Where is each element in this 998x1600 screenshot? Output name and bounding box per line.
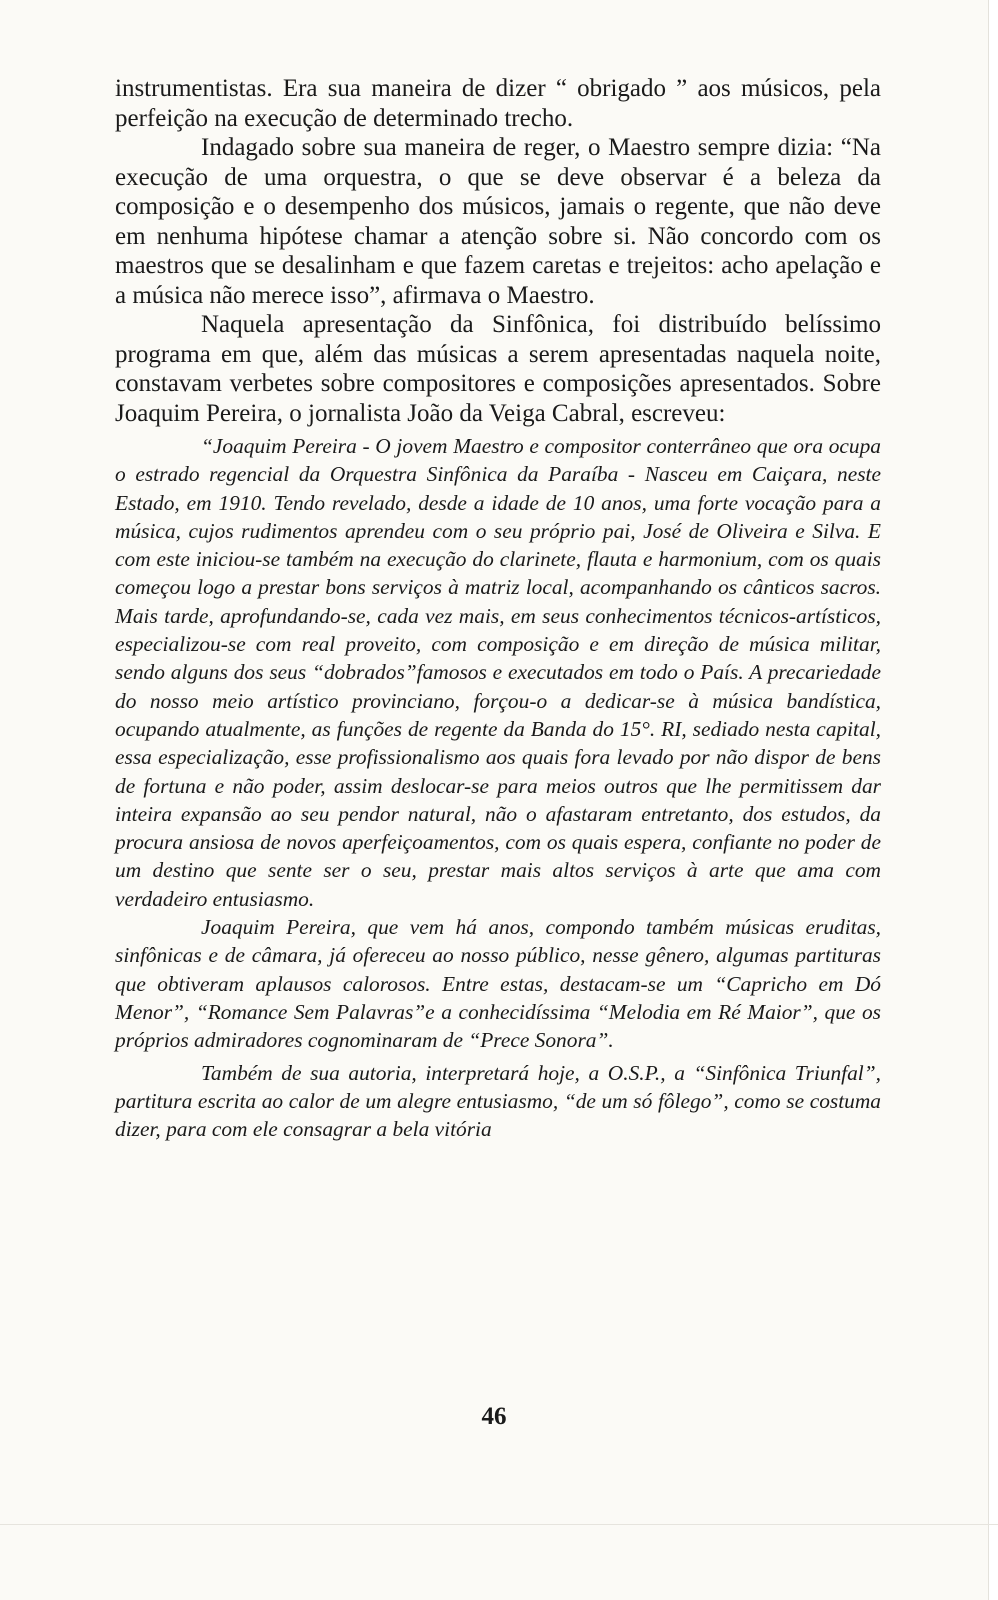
- quote-paragraph-sinfonica-triunfal: Também de sua autoria, interpretará hoje, a O.S.P., a “Sinfônica Triunfal”, partitura escrita ao calor de um alegre entusiasmo, “de um só fôlego”, como se costuma dizer, para com ele consagrar a bela vitória: [115, 1060, 881, 1142]
- page-body: [115, 74, 881, 1143]
- paragraph-instrumentistas: instrumentistas. Era sua maneira de dizer “ obrigado ” aos músicos, pela perfeição na execução de determinado trecho.: [115, 75, 881, 132]
- quote-paragraph-compositions: Joaquim Pereira, que vem há anos, compondo também músicas eruditas, sinfônicas e de câmara, já ofereceu ao nosso público, nesse gênero, algumas partituras que obtiveram aplausos calorosos. Entre estas, destacam-se um “Capricho em Dó Menor”, “Romance Sem Palavras”e a conhecidíssima “Melodia em Ré Maior”, que os próprios admiradores cognominaram de “Prece Sonora”.: [115, 915, 881, 1053]
- page-number: 46: [481, 1403, 507, 1430]
- paragraph-sinfonica-program: Naquela apresentação da Sinfônica, foi distribuído belíssimo programa em que, além das músicas a serem apresentadas naquela noite, constavam verbetes sobre compositores e composições apresentados. Sobre Joaquim Pereira, o jornalista João da Veiga Cabral, escreveu:: [115, 311, 881, 427]
- paragraph-maestro-quote: Indagado sobre sua maneira de reger, o Maestro sempre dizia: “Na execução de uma orquestra, o que se deve observar é a beleza da composição e o desempenho dos músicos, jamais o regente, que não deve em nenhuma hipótese chamar a atenção sobre si. Não concordo com os maestros que se desalinham e que fazem caretas e trejeitos: acho apelação e a música não merece isso”, afirmava o Maestro.: [115, 134, 881, 309]
- quote-paragraph-biography: “Joaquim Pereira - O jovem Maestro e compositor conterrâneo que ora ocupa o estrado regencial da Orquestra Sinfônica da Paraíba - Nasceu em Caiçara, neste Estado, em 1910. Tendo revelado, desde a idade de 10 anos, uma forte vocação para a música, cujos rudimentos aprendeu com o seu próprio pai, José de Oliveira e Silva. E com este iniciou-se também na execução do clarinete, flauta e harmonium, com os quais começou logo a prestar bons serviços à matriz local, acompanhando os cânticos sacros. Mais tarde, aprofundando-se, cada vez mais, em seus conhecimentos técnicos-artísticos, especializou-se com real proveito, com composição e em direção de música militar, sendo alguns dos seus “dobrados”famosos e executados em todo o País. A precariedade do nosso meio artístico provinciano, forçou-o a dedicar-se à música bandística, ocupando atualmente, as funções de regente da Banda do 15°. RI, sediado nesta capital, essa especialização, esse profissionalismo aos quais fora levado por não dispor de bens de fortuna e não poder, assim deslocar-se para meios outros que lhe permitissem dar inteira expansão ao seu pendor natural, não o afastaram entretanto, dos estudos, da procura ansiosa de novos aperfeiçoamentos, com os quais espera, confiante no poder de um destino que sente ser o seu, prestar mais altos serviços à arte que ama com verdadeiro entusiasmo.: [115, 434, 881, 911]
- scan-bottom-edge: [0, 1524, 998, 1525]
